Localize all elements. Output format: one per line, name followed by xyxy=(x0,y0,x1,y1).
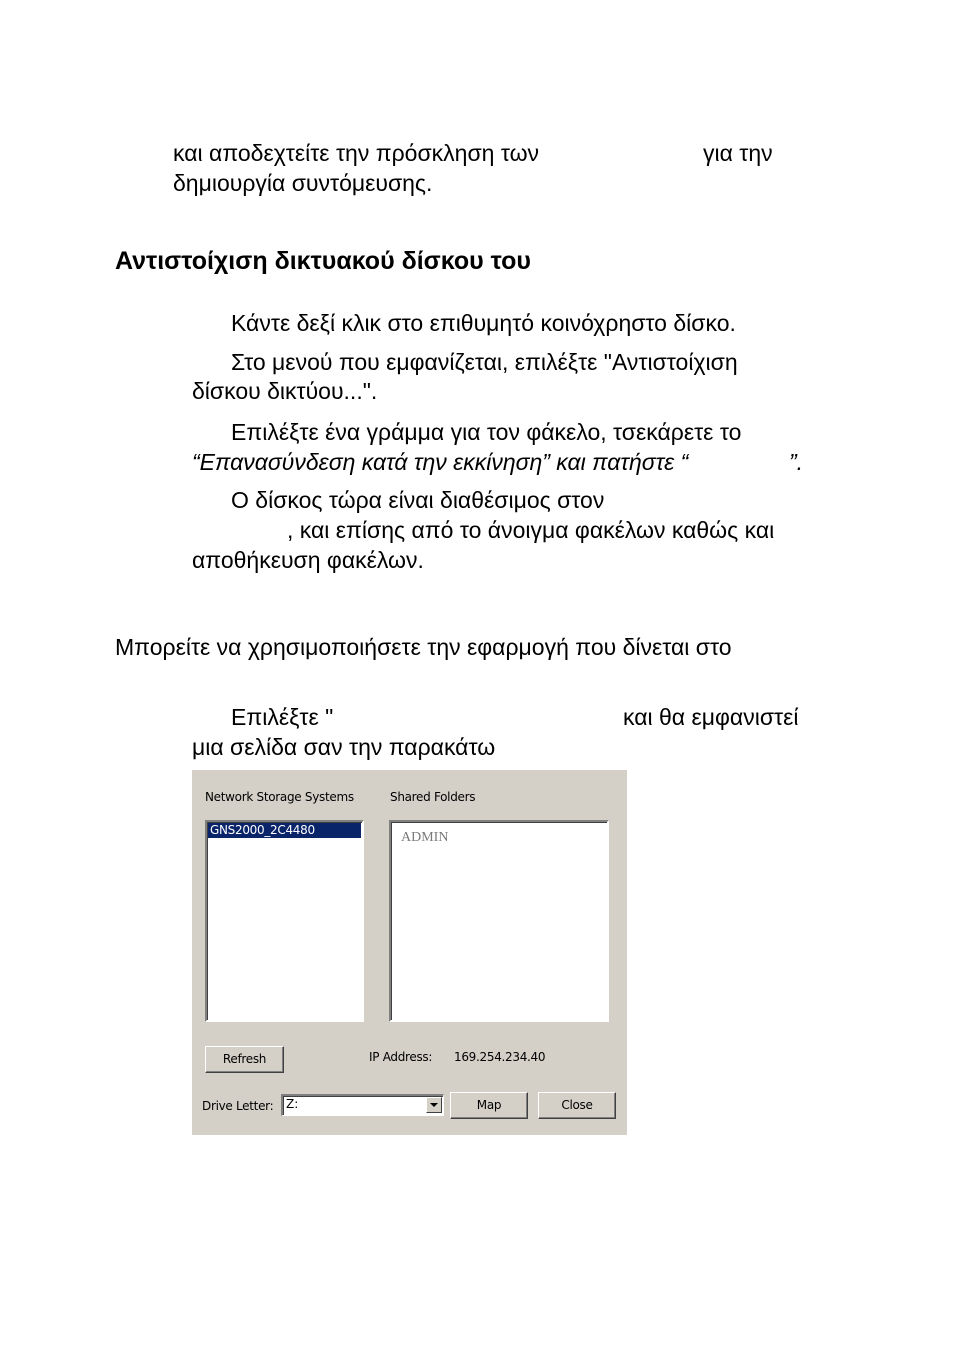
step-4-text-line1: Ο δίσκος τώρα είναι διαθέσιμος στον xyxy=(231,487,605,513)
list-item[interactable]: GNS2000_2C4480 xyxy=(208,823,361,838)
section-heading: Αντιστοίχιση δικτυακού δίσκου του xyxy=(115,247,531,275)
select-step-line1a: Επιλέξτε " xyxy=(231,704,334,730)
step-2-text-line1: Στο μενού που εμφανίζεται, επιλέξτε "Αντιστοίχιση xyxy=(231,349,738,375)
ip-address-label: IP Address: xyxy=(369,1050,433,1064)
close-button[interactable]: Close xyxy=(538,1092,616,1119)
dropdown-arrow-icon[interactable] xyxy=(426,1097,442,1113)
select-step-line1b: και θα εμφανιστεί xyxy=(623,704,799,730)
map-button[interactable]: Map xyxy=(450,1092,528,1119)
shared-folders-label: Shared Folders xyxy=(390,790,476,804)
intro-text-line1a: και αποδεχτείτε την πρόσκληση των xyxy=(173,140,540,166)
drive-letter-select[interactable] xyxy=(281,1094,444,1116)
step-1-text: Κάντε δεξί κλικ στο επιθυμητό κοινόχρηστο δίσκο. xyxy=(231,310,736,336)
intro-text-line1b: για την xyxy=(703,140,773,166)
app-paragraph: Μπορείτε να χρησιμοποιήσετε την εφαρμογή που δίνεται στο xyxy=(115,634,732,660)
map-drive-dialog xyxy=(192,770,627,1135)
step-4-text-line3: αποθήκευση φακέλων. xyxy=(192,547,424,573)
select-step-line2: μια σελίδα σαν την παρακάτω xyxy=(192,734,496,760)
list-item[interactable]: ADMIN xyxy=(401,830,449,845)
drive-letter-label: Drive Letter: xyxy=(202,1099,274,1113)
shared-folders-listbox[interactable] xyxy=(389,820,609,1022)
step-3-text-line2a: “Επανασύνδεση κατά την εκκίνηση” και πατήστε “ xyxy=(192,449,689,475)
step-3-text-line1: Επιλέξτε ένα γράμμα για τον φάκελο, τσεκάρετε το xyxy=(231,419,742,445)
network-storage-label: Network Storage Systems xyxy=(205,790,354,804)
network-storage-listbox[interactable] xyxy=(205,820,364,1022)
step-2-text-line2: δίσκου δικτύου...". xyxy=(192,378,378,404)
drive-letter-value: Z: xyxy=(286,1097,299,1111)
step-3-text-line2b: ”. xyxy=(789,449,804,475)
intro-text-line2: δημιουργία συντόμευσης. xyxy=(173,170,433,196)
ip-address-value: 169.254.234.40 xyxy=(454,1050,546,1064)
refresh-button[interactable]: Refresh xyxy=(205,1046,284,1073)
step-4-text-line2: , και επίσης από το άνοιγμα φακέλων καθώς και xyxy=(287,517,775,543)
